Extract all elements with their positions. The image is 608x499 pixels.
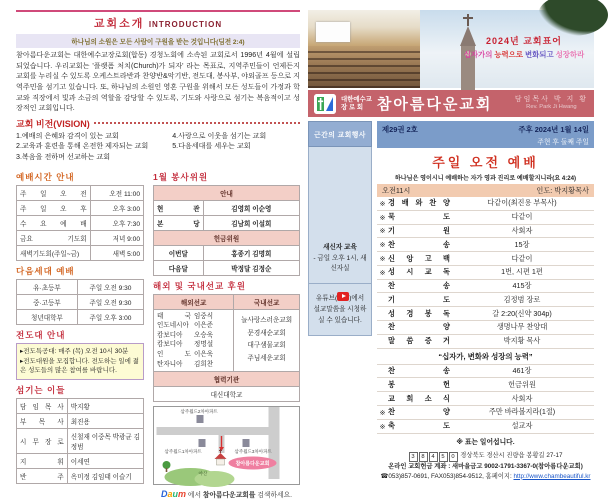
table-row — [17, 469, 144, 484]
mission-church: 문경새순교회 — [247, 329, 286, 337]
table-row — [154, 387, 300, 402]
phone-fax: ☎053)857-0691, FAX053)854-9512, 홈페이지: — [380, 472, 512, 480]
row-value: 주일 오전 9:30 — [77, 279, 143, 294]
row-label: 중·고등부 — [17, 294, 78, 309]
service-verse: 하나님은 영이시니 예배하는 자가 영과 진리로 예배할지니라(요 4:24) — [394, 175, 577, 182]
intro-verse: 하나님의 소원은 모든 사람이 구원을 받는 것입니다(딤전 2:4) — [16, 34, 300, 48]
order-label: 신 앙 고 백 — [388, 253, 450, 263]
mission-place: 탄자니아 — [157, 360, 183, 368]
order-label: 찬 송 — [388, 239, 450, 249]
daum-text: 에서 — [185, 492, 203, 499]
mission-place: 인 도 — [157, 350, 191, 358]
tree-icon — [163, 461, 171, 469]
mission-entry — [157, 340, 230, 350]
youtube-text: 유튜브( — [315, 295, 338, 302]
table-row — [17, 454, 144, 469]
domestic-missions-list — [234, 309, 300, 371]
order-label: 봉 헌 — [388, 379, 450, 389]
youtube-icon — [337, 292, 349, 301]
map-label: 삼주월드3차아파트 — [234, 449, 272, 455]
order-label: 기 도 — [388, 294, 450, 304]
slogan-word: 성장하라 — [555, 50, 585, 59]
row-label: 부 목 사 — [17, 414, 68, 429]
section-header: 헌금위원 — [154, 230, 300, 245]
events-sidebar — [308, 121, 372, 482]
row-label: 청년대학부 — [17, 309, 78, 324]
row-label: 본 당 — [154, 215, 204, 230]
stand-mark: ※ — [379, 254, 386, 264]
daum-text: 검색하세요. — [255, 492, 293, 499]
order-value: 박지황 목사 — [503, 336, 541, 346]
slogan-text — [460, 49, 588, 60]
liturgical-sunday: 주현 후 둘째 주일 — [537, 139, 589, 146]
event-desc: - 금일 오후 1시, 새신자실 — [313, 254, 367, 273]
order-label: 성 경 봉 독 — [388, 308, 450, 318]
cross-icon — [318, 100, 323, 102]
building-icon — [197, 415, 204, 423]
worship-times-title: 예배시간 안내 — [16, 171, 75, 182]
column-header: 해외선교 — [154, 294, 234, 309]
row-value: 새벽 5:00 — [90, 245, 143, 260]
volunteers-title: 1월 봉사위원 — [153, 171, 209, 182]
row-value: 김영희 이순영 — [203, 200, 299, 215]
left-page — [16, 10, 300, 499]
row-value: 주일 오후 3:00 — [77, 309, 143, 324]
order-value: 주만 바라볼지라(1절) — [488, 407, 556, 417]
mission-entry — [157, 360, 230, 370]
service-leader: 인도: 박지황목사 — [536, 185, 589, 195]
table-row — [17, 429, 144, 454]
event-item — [311, 243, 369, 275]
youtube-text: )에서 설교말씀을 시청하실 수 있습니다. — [313, 295, 367, 325]
mission-entry — [157, 312, 230, 322]
order-row — [377, 225, 594, 239]
table-row — [154, 372, 300, 387]
order-label: 말 씀 증 거 — [388, 336, 450, 346]
vision-item: 5.다음세대를 세우는 교회 — [172, 142, 251, 151]
address-line — [377, 451, 594, 462]
daum-logo: a — [167, 489, 173, 499]
row-value: 주일 오전 9:30 — [77, 294, 143, 309]
jeondo-line: ▸전도특공대: 매주 (목) 오전 10시 30분 — [20, 347, 129, 355]
postal-digit: 3 — [409, 452, 418, 462]
denomination-name — [341, 96, 372, 112]
row-label: 현 관 — [154, 200, 204, 215]
order-value: 사회자 — [511, 225, 533, 235]
row-label: 다음달 — [154, 260, 204, 275]
intro-title: 교회소개 — [93, 18, 145, 30]
events-box — [308, 147, 372, 284]
order-row — [377, 238, 594, 252]
mission-church: 대구샘물교회 — [247, 342, 286, 350]
map-hill-label: 야산 — [198, 471, 208, 477]
map-road — [157, 427, 269, 435]
address-text: 경상북도 경산시 진량읍 봉황길 27-17 — [460, 451, 563, 459]
mission-church: 늘사랑스러운교회 — [241, 317, 293, 325]
order-label: 경 배 와 찬 양 — [388, 198, 450, 208]
order-value: 다같이(최진용 부목사) — [487, 198, 557, 208]
table-row — [17, 215, 144, 230]
mission-name: 이은욱 — [194, 350, 214, 358]
mission-name: 정명설 — [194, 341, 214, 349]
vision-item: 4.사랑으로 이웃을 섬기는 교회 — [172, 131, 267, 140]
daum-logo: u — [172, 489, 178, 499]
order-label: 찬 양 — [388, 322, 450, 332]
jeondo-line: ▸전도대원을 모집합니다. 전도하는 일에 젊은 성도들의 많은 참여를 바랍니다. — [20, 357, 140, 375]
standing-note: ※ 표는 일어섭니다. — [456, 438, 515, 446]
stand-mark: ※ — [379, 198, 386, 208]
vision-col-left — [16, 131, 172, 163]
left-page-columns — [16, 167, 300, 499]
jeondo-notice-box — [16, 343, 144, 380]
order-value: 다같이 — [511, 212, 533, 222]
service-order-main — [377, 121, 594, 482]
mission-entry — [157, 321, 230, 331]
order-row — [377, 365, 594, 379]
row-value: 오후 7:30 — [90, 215, 143, 230]
postal-digit: 8 — [419, 452, 428, 462]
vision-item: 2.교육과 훈련을 통해 온전한 제자되는 교회 — [16, 142, 149, 151]
events-sidebar-title: 근간의 교회행사 — [308, 121, 372, 147]
mission-name: 김희찬 — [194, 360, 214, 368]
overseas-missions-list — [154, 309, 234, 371]
issue-bar — [377, 121, 594, 148]
row-label: 주 일 오 전 — [17, 185, 91, 200]
denomination-line: 대한예수교 — [341, 95, 372, 103]
daum-logo: D — [160, 489, 168, 499]
order-of-worship — [377, 197, 594, 448]
offering-account: 온라인 교회헌금 계좌 : 새마을금고 9002-1791-3367-0(참아름다운교회) — [388, 462, 583, 470]
denomination-line: 장 로 회 — [341, 103, 364, 111]
table-row — [154, 200, 300, 215]
row-value: 김남희 이설희 — [203, 215, 299, 230]
mission-name: 이은준 — [194, 322, 214, 330]
stand-mark: ※ — [379, 240, 386, 250]
church-steeple-photo — [420, 10, 594, 88]
mission-name: 임중식 — [194, 312, 214, 320]
order-label: 축 도 — [388, 421, 450, 431]
order-row — [377, 211, 594, 225]
map-graphic — [154, 407, 299, 479]
stand-mark: ※ — [379, 267, 386, 277]
stand-mark: ※ — [379, 212, 386, 222]
tree-branch — [538, 0, 608, 36]
order-row — [377, 252, 594, 266]
row-value: 최진용 — [67, 414, 143, 429]
row-value: 저녁 9:00 — [90, 230, 143, 245]
missions-table — [153, 294, 300, 402]
order-row — [377, 420, 594, 434]
row-value: 오전 11:00 — [90, 185, 143, 200]
order-row — [377, 392, 594, 406]
table-row — [154, 215, 300, 230]
order-label: 찬 송 — [388, 365, 450, 375]
order-value: 설교자 — [511, 421, 533, 431]
row-value: 홍종기 김명희 — [203, 245, 299, 260]
postal-digit: 0 — [449, 452, 458, 462]
row-label: 수 요 예 배 — [17, 215, 91, 230]
row-value: 박지황 — [67, 399, 143, 414]
table-row — [17, 279, 144, 294]
row-label: 담 임 목 사 — [17, 399, 68, 414]
table-row — [17, 200, 144, 215]
partner-header: 협력기관 — [154, 372, 300, 387]
pastor-name-en: Rev. Park Ji Hwang — [526, 104, 577, 111]
order-value: 1번, 시편 1편 — [501, 267, 543, 277]
table-row — [154, 294, 300, 309]
building-icon — [199, 439, 206, 447]
order-label: 교 회 소 식 — [388, 393, 450, 403]
mission-place: 캄보디아 — [157, 331, 183, 339]
order-value: 헌금위원 — [508, 379, 536, 389]
order-value: 415장 — [512, 281, 532, 291]
row-value: 신철재 이중목 박광균 김정범 — [67, 429, 143, 454]
order-value: 다같이 — [511, 253, 533, 263]
row-label: 유·초등부 — [17, 279, 78, 294]
order-row — [377, 307, 594, 321]
row-label: 지 휘 — [17, 454, 68, 469]
row-label: 금요 기도회 — [17, 230, 91, 245]
header-photos — [308, 10, 594, 88]
mission-entry — [157, 331, 230, 341]
pastor-name: 담임목사 박 지 황 — [514, 96, 588, 104]
order-row — [377, 406, 594, 420]
right-page-body — [308, 121, 594, 482]
jeondo-title: 전도대 안내 — [16, 329, 66, 340]
service-time-bar — [377, 184, 594, 197]
row-label: 반 주 — [17, 469, 68, 484]
issue-date: 주후 2024년 1월 14일 — [518, 125, 589, 134]
servants-title: 섬기는 이들 — [16, 385, 66, 396]
congregation-photo — [308, 10, 420, 88]
building-icon — [243, 439, 250, 447]
map-road — [269, 407, 280, 479]
volunteers-table — [153, 185, 300, 276]
year-slogan — [460, 34, 588, 60]
map-label: 삼주월드2차아파트 — [180, 409, 218, 415]
table-row — [17, 294, 144, 309]
table-row — [154, 309, 300, 371]
slogan-word: 능력으로 — [494, 50, 523, 59]
section-header: 안내 — [154, 185, 300, 200]
row-label: 시 무 장 로 — [17, 429, 68, 454]
denomination-logo — [314, 94, 336, 114]
table-row — [17, 230, 144, 245]
right-subcolumn — [153, 167, 300, 499]
next-gen-table — [16, 279, 144, 325]
issue-date-block — [518, 124, 589, 146]
stand-mark: ※ — [379, 421, 386, 431]
column-header: 국내선교 — [234, 294, 300, 309]
row-value: 이세연 — [67, 454, 143, 469]
postal-digit: 4 — [429, 452, 438, 462]
order-label: 기 원 — [388, 225, 450, 235]
location-map — [153, 406, 300, 485]
daum-logo: m — [177, 489, 186, 499]
mission-entry — [157, 350, 230, 360]
youtube-notice — [308, 284, 372, 336]
church-icon-body — [217, 459, 225, 465]
order-label: 묵 도 — [388, 212, 450, 222]
row-label: 이번달 — [154, 245, 204, 260]
vision-item: 3.복음을 전하며 선교하는 교회 — [16, 153, 111, 162]
table-row — [154, 185, 300, 200]
row-value: 오후 3:00 — [90, 200, 143, 215]
service-title: 주일 오전 예배 — [432, 155, 539, 170]
pastor-info — [515, 95, 588, 112]
table-row — [17, 414, 144, 429]
church-name: 참아름다운교회 — [376, 96, 493, 113]
intro-body: 참아름다운교회는 대한예수교장로회(합동) 경청노회에 소속된 교회로서 1996년 4월에 설립되었습니다. 우리교회는 '플랫폼 처치(Church)가 되자' 라는 목표로, 지역주민들이 언제든지 교회를 누리실 수 있도록 오케스트라반과 찬양반&악기반, 전도대, 봉사부, 야외골프 등으로 지역주민을 섬기고 있습니다. 또, 하나님의 소원인 영혼 구원을 위해서 모든 성도들이 가정과 학교와 직장에서 빛과 소금의 역할을 감당할 수 있도록, 기도와 사랑으로 섬기는 복음적이고 성장적인 교회입니다. — [16, 51, 300, 113]
order-row — [377, 321, 594, 335]
mission-name: 오승욱 — [194, 331, 214, 339]
mission-place: 캄보디아 — [157, 341, 183, 349]
order-row — [377, 266, 594, 280]
vision-title: 교회 비전(VISION) — [16, 118, 90, 129]
vision-header — [16, 117, 300, 130]
church-footer — [377, 451, 594, 482]
row-value: 박정달 김정순 — [203, 260, 299, 275]
order-row — [377, 280, 594, 294]
order-row — [377, 293, 594, 307]
cross-icon — [320, 98, 322, 110]
row-label: 주 일 오 후 — [17, 200, 91, 215]
issue-volume: 제29권 2호 — [382, 125, 418, 134]
tree-icon — [166, 468, 168, 472]
missions-title: 해외 및 국내선교 후원 — [153, 280, 246, 291]
row-label: 새벽기도회(주일~금) — [17, 245, 91, 260]
table-row — [17, 309, 144, 324]
mission-place: 태 국 — [157, 312, 191, 320]
vision-col-right — [172, 131, 300, 163]
service-time: 오전11시 — [382, 185, 411, 195]
stand-mark: ※ — [379, 226, 386, 236]
table-row — [17, 185, 144, 200]
next-gen-title: 다음세대 예배 — [16, 265, 75, 276]
stand-mark: ※ — [379, 407, 386, 417]
order-value: 461장 — [512, 365, 532, 375]
daum-search-line — [153, 489, 300, 499]
church-icon-roof — [215, 453, 227, 459]
order-label: 찬 양 — [388, 407, 450, 417]
order-value: 사회자 — [511, 393, 533, 403]
vision-item: 1.예배의 은혜와 감격이 있는 교회 — [16, 131, 119, 140]
table-row — [17, 245, 144, 260]
order-label: 찬 송 — [388, 281, 450, 291]
worship-times-table — [16, 185, 144, 261]
order-row — [377, 197, 594, 211]
table-row — [154, 260, 300, 275]
vision-list — [16, 131, 300, 163]
table-row — [154, 245, 300, 260]
order-value: 갈 2:20(신약 304p) — [492, 308, 552, 318]
website-link[interactable]: http://www.chambeautiful.kr — [513, 472, 591, 480]
mission-church: 주님세운교회 — [247, 354, 286, 362]
event-title: 새신자 교육 — [323, 244, 357, 252]
order-value: 김정범 장로 — [503, 294, 541, 304]
order-value: 생명나무 찬양대 — [496, 322, 548, 332]
map-label: 삼주월드1차아파트 — [164, 449, 202, 455]
partner-name: 대신대학교 — [154, 387, 300, 402]
church-banner — [308, 90, 594, 117]
contact-line — [377, 472, 594, 482]
mission-place: 인도네시아 — [157, 322, 189, 330]
slogan-word: 변화되고 — [525, 50, 554, 59]
servants-table — [16, 398, 144, 484]
slogan-title: 2024년 교회표어 — [486, 36, 562, 46]
order-label: 성 시 교 독 — [388, 267, 450, 277]
map-church-label: 참아름다운교회 — [235, 461, 270, 468]
postal-digit: 5 — [439, 452, 448, 462]
table-row — [17, 399, 144, 414]
daum-church-name: 참아름다운교회를 — [202, 492, 256, 499]
intro-title-en: INTRODUCTION — [148, 20, 223, 29]
slogan-word: 십자가의 — [463, 50, 493, 59]
sermon-title: “십자가, 변화와 성장의 능력” — [377, 349, 594, 365]
table-row — [154, 230, 300, 245]
order-value: 15장 — [514, 239, 530, 249]
left-subcolumn — [16, 167, 144, 499]
right-page — [308, 10, 594, 482]
row-value: 옥미정 김임태 이슬기 — [67, 469, 143, 484]
intro-header — [16, 10, 300, 32]
order-row — [377, 335, 594, 349]
order-row — [377, 378, 594, 392]
